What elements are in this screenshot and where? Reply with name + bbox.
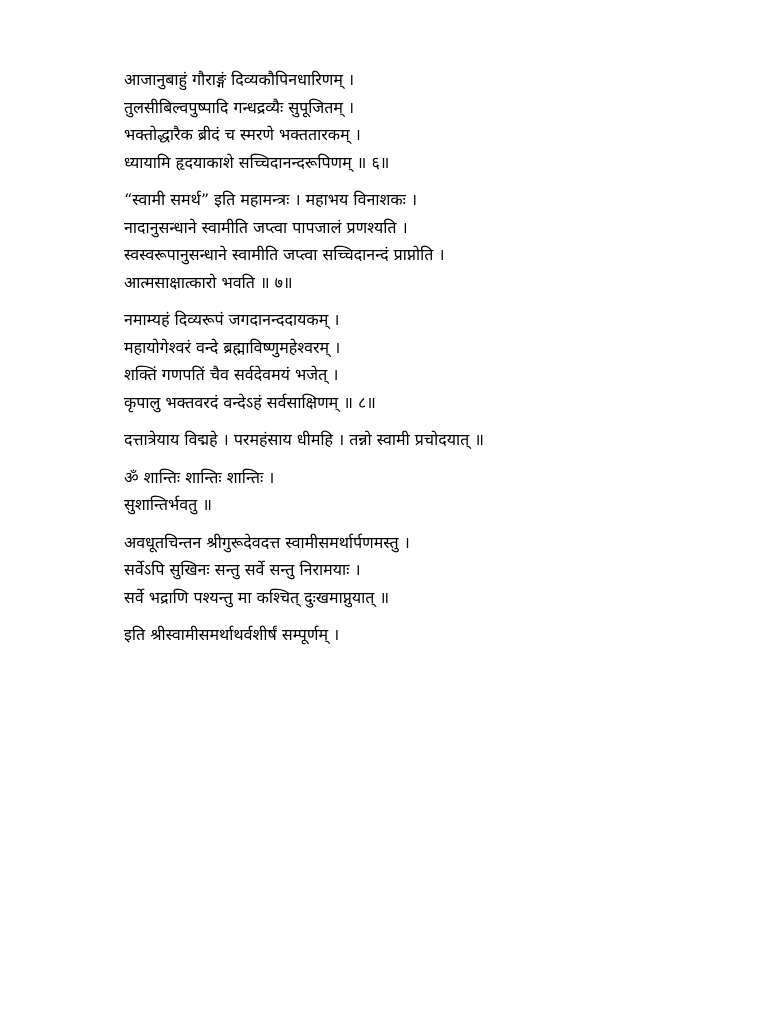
document-body (124, 66, 724, 659)
verse-line: आत्मसाक्षात्कारो भवति ॥ ७॥ (124, 272, 293, 292)
verse-line: “स्वामी समर्थ” इति महामन्त्रः । महाभय विनाशकः । (124, 190, 418, 209)
verse-line: सर्वे भद्राणि पश्यन्तु मा कश्चित् दुःखमाप्नुयात् ॥ (124, 587, 390, 607)
stanza-shanti (124, 464, 724, 519)
stanza-mahamantra (124, 186, 724, 296)
stanza-namami (124, 306, 724, 416)
verse-line: आजानुबाहुं गौराङ्गं दिव्यकौपिनधारिणम् । (124, 70, 355, 89)
verse-line: शक्तिं गणपतिं चैव सर्वदेवमयं भजेत् । (124, 365, 339, 384)
stanza-colophon (124, 621, 724, 649)
colophon-line: इति श्रीस्वामीसमर्थाथर्वशीर्षं सम्पूर्णम् । (124, 625, 340, 644)
verse-line: ॐ शान्तिः शान्तिः शान्तिः । (124, 467, 275, 487)
verse-line: अवधूतचिन्तन श्रीगुरूदेवदत्त स्वामीसमर्थार्पणमस्तु । (124, 532, 410, 552)
verse-line: सुशान्तिर्भवतु ॥ (124, 495, 212, 514)
verse-line: भक्तोद्धारैक ब्रीदं च स्मरणे भक्ततारकम् । (124, 125, 361, 144)
stanza-gayatri (124, 426, 724, 454)
verse-line: दत्तात्रेयाय विद्महे । परमहंसाय धीमहि । तन्नो स्वामी प्रचोदयात् ॥ (124, 430, 484, 449)
verse-line: सर्वेऽपि सुखिनः सन्तु सर्वे सन्तु निरामयाः । (124, 560, 361, 579)
verse-line: तुलसीबिल्वपुष्पादि गन्धद्रव्यैः सुपूजितम् । (124, 97, 355, 117)
verse-line: नादानुसन्धाने स्वामीति जप्त्वा पापजालं प्रणश्यति । (124, 217, 408, 237)
verse-line: कृपालु भक्तवरदं वन्देऽहं सर्वसाक्षिणम् ॥ ८॥ (124, 392, 376, 412)
verse-line: महायोगेश्वरं वन्दे ब्रह्माविष्णुमहेश्वरम् । (124, 337, 341, 357)
verse-line: ध्यायामि हृदयाकाशे सच्चिदानन्दरूपिणम् ॥ ६॥ (124, 152, 390, 172)
stanza-dhyana (124, 66, 724, 176)
verse-line: स्वस्वरूपानुसन्धाने स्वामीति जप्त्वा सच्चिदानन्दं प्राप्नोति । (124, 245, 445, 264)
verse-line: नमाम्यहं दिव्यरूपं जगदानन्ददायकम् । (124, 310, 340, 329)
stanza-arpanam (124, 529, 724, 612)
